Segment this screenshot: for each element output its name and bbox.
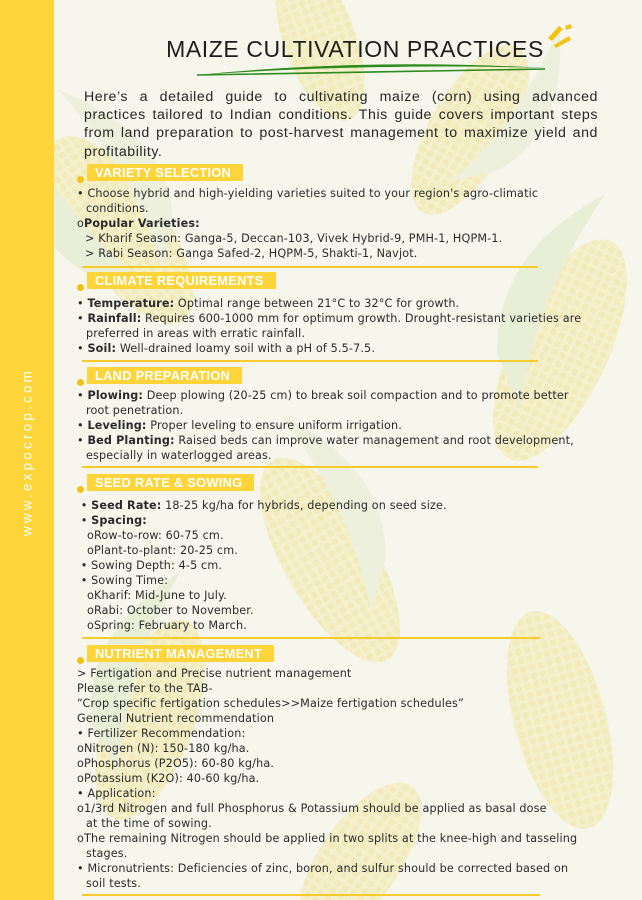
variety-intro: Choose hybrid and high-yielding varieties suited to your region's agro-climatic (87, 187, 539, 200)
section-body-seed: • Seed Rate: 18-25 kg/ha for hybrids, depending on seed size. • Spacing: oRow-to-row: 60-75 cm. oPlant-to-plant: 20-25 cm. • Sowing Depth: 4-5 cm. • Sowing Time: oKharif: Mid-June to July. oRabi: October to November. oSpring: February to March. (77, 499, 447, 632)
nitrogen-dose: Nitrogen (N): 150-180 kg/ha. (84, 742, 250, 755)
bullet-dot-icon (77, 176, 84, 183)
application-label: Application: (87, 787, 156, 800)
sparkle-icon (545, 24, 575, 50)
application-splits: The remaining Nitrogen should be applied in two splits at the knee-high and tasseling (84, 832, 578, 845)
schedule-reference: “Crop specific fertigation schedules>>Maize fertigation schedules” (77, 697, 464, 710)
leveling-label: Leveling: (87, 419, 147, 432)
bullet-dot-icon (77, 486, 84, 493)
variety-intro-cont: conditions. (86, 202, 149, 215)
application-basal-cont: at the time of sowing. (86, 817, 212, 830)
section-heading-label: SEED RATE & SOWING (87, 474, 254, 491)
kharif-varieties: > Kharif Season: Ganga-5, Deccan-103, Vivek Hybrid-9, PMH-1, HQPM-1. (85, 232, 503, 245)
phosphorus-dose: Phosphorus (P2O5): 60-80 kg/ha. (84, 757, 275, 770)
row-spacing: Row-to-row: 60-75 cm. (94, 529, 224, 542)
soil-label: Soil: (87, 342, 117, 355)
bullet-dot-icon (77, 657, 84, 664)
section-body-nutrient: > Fertigation and Precise nutrient management Please refer to the TAB- “Crop specific fertigation schedules>>Maize fertigation schedules” General Nutrient recommendation • Fertilizer Recommendation: oNitrogen (N): 150-180 kg/ha. oPhosphorus (P2O5): 60-80 kg/ha. oPotassium (K2O): 40-60 kg/ha. • Application: o1/3rd Nitrogen and full Phosphorus & Potassium should be applied as basal dose at the time of sowing. oThe remaining Nitrogen should be applied in two splits at the knee-high and tasseling stages. • Micronutrients: Deficiencies of zinc, boron, and sulfur should be corrected based on soil tests. (77, 667, 578, 890)
refer-line: Please refer to the TAB- (77, 682, 213, 695)
section-divider (82, 360, 538, 362)
section-divider (82, 466, 538, 468)
plant-spacing: Plant-to-plant: 20-25 cm. (94, 544, 238, 557)
rainfall-label: Rainfall: (87, 312, 142, 325)
page-title: MAIZE CULTIVATION PRACTICES (166, 36, 544, 62)
rabi-varieties: > Rabi Season: Ganga Safed-2, HQPM-5, Shakti-1, Navjot. (85, 247, 418, 260)
section-body-climate: • Temperature: Optimal range between 21°C to 32°C for growth. • Rainfall: Requires 600-1000 mm for optimum growth. Drought-resistant varieties are preferred in areas with erratic rainfall. • Soil: Well-drained loamy soil with a pH of 5.5-7.5. (77, 297, 582, 355)
rabi-time: Rabi: October to November. (94, 604, 254, 617)
leveling-text: Proper leveling to ensure uniform irrigation. (146, 419, 402, 432)
intro-paragraph: Here’s a detailed guide to cultivating maize (corn) using advanced practices tailored to Indian conditions. This guide covers important steps from land preparation to post-harvest management to maximize yield and profitability. (84, 89, 598, 160)
section-body-land: • Plowing: Deep plowing (20-25 cm) to break soil compaction and to promote better root penetration. • Leveling: Proper leveling to ensure uniform irrigation. • Bed Planting: Raised beds can improve water management and root development, especially in waterlogged areas. (77, 389, 574, 462)
plowing-text: Deep plowing (20-25 cm) to break soil compaction and to promote better (143, 389, 569, 402)
section-body-variety: • Choose hybrid and high-yielding varieties suited to your region's agro-climatic conditions. oPopular Varieties: > Kharif Season: Ganga-5, Deccan-103, Vivek Hybrid-9, PMH-1, HQPM-1. > Rabi Season: Ganga Safed-2, HQPM-5, Shakti-1, Navjot. (77, 187, 539, 260)
application-basal: 1/3rd Nitrogen and full Phosphorus & Potassium should be applied as basal dose (84, 802, 547, 815)
section-divider (82, 894, 540, 896)
rainfall-cont: preferred in areas with erratic rainfall. (86, 327, 306, 340)
temperature-text: Optimal range between 21°C to 32°C for growth. (174, 297, 460, 310)
temperature-label: Temperature: (87, 297, 175, 310)
fertilizer-label: Fertilizer Recommendation: (87, 727, 246, 740)
popular-varieties-label: Popular Varieties: (84, 217, 200, 230)
bed-planting-cont: especially in waterlogged areas. (86, 449, 272, 462)
seed-rate-label: Seed Rate: (91, 499, 162, 512)
kharif-time: Kharif: Mid-June to July. (94, 589, 227, 602)
bed-planting-label: Bed Planting: (87, 434, 175, 447)
micronutrients-cont: soil tests. (86, 877, 141, 890)
seed-rate-text: 18-25 kg/ha for hybrids, depending on seed size. (161, 499, 447, 512)
title-underline-swoosh (195, 60, 550, 78)
sowing-time-label: Sowing Time: (91, 574, 169, 587)
spring-time: Spring: February to March. (94, 619, 247, 632)
plowing-label: Plowing: (87, 389, 144, 402)
website-label: www.expocrop.com (19, 367, 35, 537)
section-divider (82, 637, 540, 639)
application-splits-cont: stages. (86, 847, 128, 860)
spacing-label: Spacing: (91, 514, 147, 527)
sowing-depth: Sowing Depth: 4-5 cm. (91, 559, 223, 572)
section-heading-label: LAND PREPARATION (87, 367, 242, 384)
section-divider (82, 266, 538, 268)
section-heading-label: CLIMATE REQUIREMENTS (87, 272, 276, 289)
plowing-cont: root penetration. (86, 404, 184, 417)
bed-planting-text: Raised beds can improve water management and root development, (174, 434, 574, 447)
soil-text: Well-drained loamy soil with a pH of 5.5-7.5. (116, 342, 376, 355)
potassium-dose: Potassium (K2O): 40-60 kg/ha. (84, 772, 260, 785)
section-heading-label: VARIETY SELECTION (87, 164, 243, 181)
rainfall-text: Requires 600-1000 mm for optimum growth. Drought-resistant varieties are (141, 312, 582, 325)
section-heading-label: NUTRIENT MANAGEMENT (87, 645, 274, 662)
general-recommendation: General Nutrient recommendation (77, 712, 275, 725)
bullet-dot-icon (77, 284, 84, 291)
micronutrients: Micronutrients: Deficiencies of zinc, boron, and sulfur should be corrected based on (87, 862, 569, 875)
bullet-dot-icon (77, 379, 84, 386)
fertigation-line: > Fertigation and Precise nutrient management (77, 667, 352, 680)
